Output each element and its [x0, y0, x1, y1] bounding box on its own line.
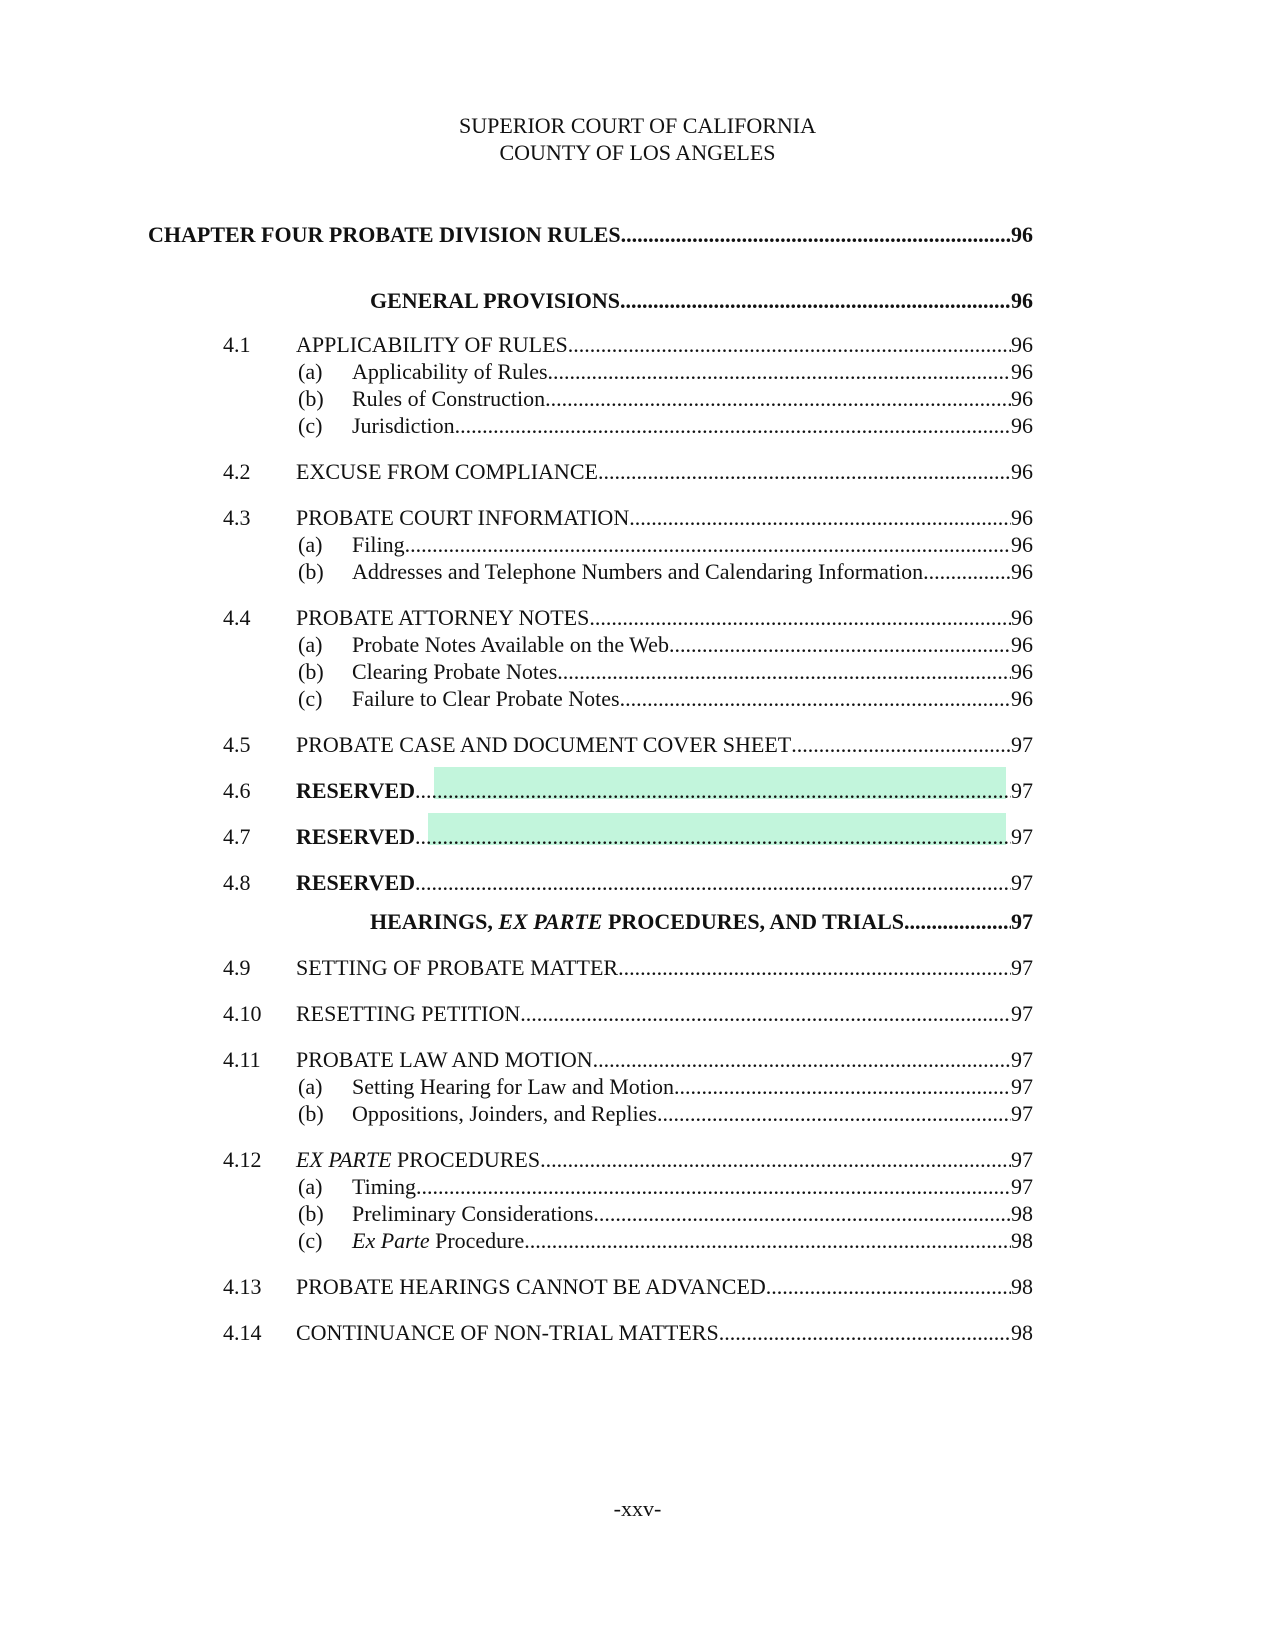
page-number: 96 — [1011, 632, 1033, 657]
page-number: 96 — [1011, 559, 1033, 584]
dot-leader — [540, 1146, 1011, 1174]
subentry-title: Applicability of Rules — [352, 359, 548, 384]
subentry-letter: (b) — [298, 1201, 324, 1226]
page-number: 96 — [1011, 222, 1033, 247]
page-footer-number: -xxv- — [613, 1496, 662, 1521]
entry-title: RESERVED — [296, 778, 416, 803]
subentry-title: Failure to Clear Probate Notes — [352, 686, 620, 711]
page-number: 96 — [1011, 359, 1033, 384]
entry-number: 4.10 — [223, 1001, 262, 1026]
dot-leader — [415, 823, 1011, 851]
entry-title: CONTINUANCE OF NON-TRIAL MATTERS — [296, 1320, 719, 1345]
dot-leader — [791, 731, 1011, 759]
entry-number: 4.11 — [223, 1047, 261, 1072]
dot-leader — [557, 658, 1011, 686]
subentry-letter: (c) — [298, 413, 323, 438]
subentry-letter: (b) — [298, 659, 324, 684]
dot-leader — [674, 1073, 1011, 1101]
subentry-title: Setting Hearing for Law and Motion — [352, 1074, 674, 1099]
subentry-title: Clearing Probate Notes — [352, 659, 558, 684]
entry-title: PROBATE HEARINGS CANNOT BE ADVANCED — [296, 1274, 766, 1299]
dot-leader — [621, 221, 1011, 249]
subentry-letter: (b) — [298, 559, 324, 584]
entry-title: EX PARTE PROCEDURES — [296, 1147, 541, 1172]
subentry-title: Probate Notes Available on the Web — [352, 632, 669, 657]
dot-leader — [568, 331, 1011, 359]
subentry-title: Filing — [352, 532, 405, 557]
subentry-title: Addresses and Telephone Numbers and Calendaring Information — [352, 559, 924, 584]
subentry-letter: (c) — [298, 686, 323, 711]
dot-leader — [904, 908, 1011, 936]
dot-leader — [545, 385, 1011, 413]
page-number: 96 — [1011, 386, 1033, 411]
page-number: 98 — [1011, 1201, 1033, 1226]
page-number: 97 — [1011, 778, 1033, 803]
court-name: SUPERIOR COURT OF CALIFORNIA — [458, 113, 817, 138]
entry-number: 4.5 — [223, 732, 251, 757]
dot-leader — [548, 358, 1011, 386]
entry-title: APPLICABILITY OF RULES — [296, 332, 568, 357]
page-number: 96 — [1011, 505, 1033, 530]
chapter-title: CHAPTER FOUR PROBATE DIVISION RULES — [148, 222, 621, 247]
dot-leader — [618, 954, 1011, 982]
entry-number: 4.9 — [223, 955, 251, 980]
entry-title: RESERVED — [296, 870, 416, 895]
dot-leader — [415, 777, 1011, 805]
entry-number: 4.7 — [223, 824, 251, 849]
page-number: 97 — [1011, 1101, 1033, 1126]
dot-leader — [620, 685, 1011, 713]
dot-leader — [593, 1046, 1011, 1074]
page-number: 97 — [1011, 824, 1033, 849]
entry-number: 4.13 — [223, 1274, 262, 1299]
entry-title: RESERVED — [296, 824, 416, 849]
entry-title: PROBATE ATTORNEY NOTES — [296, 605, 590, 630]
page-number: 96 — [1011, 532, 1033, 557]
entry-number: 4.2 — [223, 459, 251, 484]
entry-number: 4.6 — [223, 778, 251, 803]
page-number: 96 — [1011, 413, 1033, 438]
subentry-letter: (a) — [298, 632, 323, 657]
entry-title: PROBATE CASE AND DOCUMENT COVER SHEET — [296, 732, 792, 757]
dot-leader — [657, 1100, 1011, 1128]
dot-leader — [589, 604, 1011, 632]
dot-leader — [629, 504, 1011, 532]
dot-leader — [598, 458, 1011, 486]
dot-leader — [415, 869, 1011, 897]
page-number: 96 — [1011, 332, 1033, 357]
entry-title: PROBATE LAW AND MOTION — [296, 1047, 593, 1072]
subentry-letter: (c) — [298, 1228, 323, 1253]
dot-leader — [923, 558, 1011, 586]
subentry-title: Preliminary Considerations — [352, 1201, 594, 1226]
subentry-title: Timing — [352, 1174, 417, 1199]
section-heading-title: GENERAL PROVISIONS — [370, 288, 621, 313]
dot-leader — [416, 1173, 1011, 1201]
dot-leader — [669, 631, 1011, 659]
page-number: 98 — [1011, 1320, 1033, 1345]
entry-number: 4.12 — [223, 1147, 262, 1172]
dot-leader — [620, 287, 1011, 315]
subentry-letter: (b) — [298, 1101, 324, 1126]
entry-number: 4.3 — [223, 505, 251, 530]
page-number: 96 — [1011, 459, 1033, 484]
page-number: 97 — [1011, 1074, 1033, 1099]
page-number: 97 — [1011, 1001, 1033, 1026]
entry-number: 4.14 — [223, 1320, 262, 1345]
page-number: 96 — [1011, 686, 1033, 711]
page-number: 98 — [1011, 1228, 1033, 1253]
dot-leader — [766, 1273, 1011, 1301]
subentry-letter: (a) — [298, 359, 323, 384]
subentry-letter: (a) — [298, 1074, 323, 1099]
entry-number: 4.8 — [223, 870, 251, 895]
dot-leader — [405, 531, 1011, 559]
entry-number: 4.1 — [223, 332, 251, 357]
page-number: 96 — [1011, 659, 1033, 684]
subentry-title: Oppositions, Joinders, and Replies — [352, 1101, 657, 1126]
page-number: 97 — [1011, 732, 1033, 757]
entry-title: RESETTING PETITION — [296, 1001, 521, 1026]
page-number: 97 — [1011, 909, 1033, 934]
dot-leader — [593, 1200, 1011, 1228]
county-name: COUNTY OF LOS ANGELES — [499, 140, 776, 165]
page-number: 97 — [1011, 1047, 1033, 1072]
page-number: 96 — [1011, 288, 1033, 313]
page-number: 97 — [1011, 955, 1033, 980]
subentry-title: Ex Parte Procedure — [352, 1228, 525, 1253]
entry-number: 4.4 — [223, 605, 251, 630]
dot-leader — [455, 412, 1011, 440]
page-number: 97 — [1011, 1174, 1033, 1199]
dot-leader — [524, 1227, 1011, 1255]
page-number: 98 — [1011, 1274, 1033, 1299]
dot-leader — [719, 1319, 1011, 1347]
entry-title: SETTING OF PROBATE MATTER — [296, 955, 619, 980]
page-number: 97 — [1011, 1147, 1033, 1172]
subentry-title: Rules of Construction — [352, 386, 546, 411]
subentry-letter: (b) — [298, 386, 324, 411]
subentry-letter: (a) — [298, 1174, 323, 1199]
dot-leader — [520, 1000, 1011, 1028]
page-number: 97 — [1011, 870, 1033, 895]
page-number: 96 — [1011, 605, 1033, 630]
entry-title: PROBATE COURT INFORMATION — [296, 505, 630, 530]
entry-title: EXCUSE FROM COMPLIANCE — [296, 459, 598, 484]
subentry-title: Jurisdiction — [352, 413, 455, 438]
section-heading-title: HEARINGS, EX PARTE PROCEDURES, AND TRIALS — [370, 909, 905, 934]
subentry-letter: (a) — [298, 532, 323, 557]
